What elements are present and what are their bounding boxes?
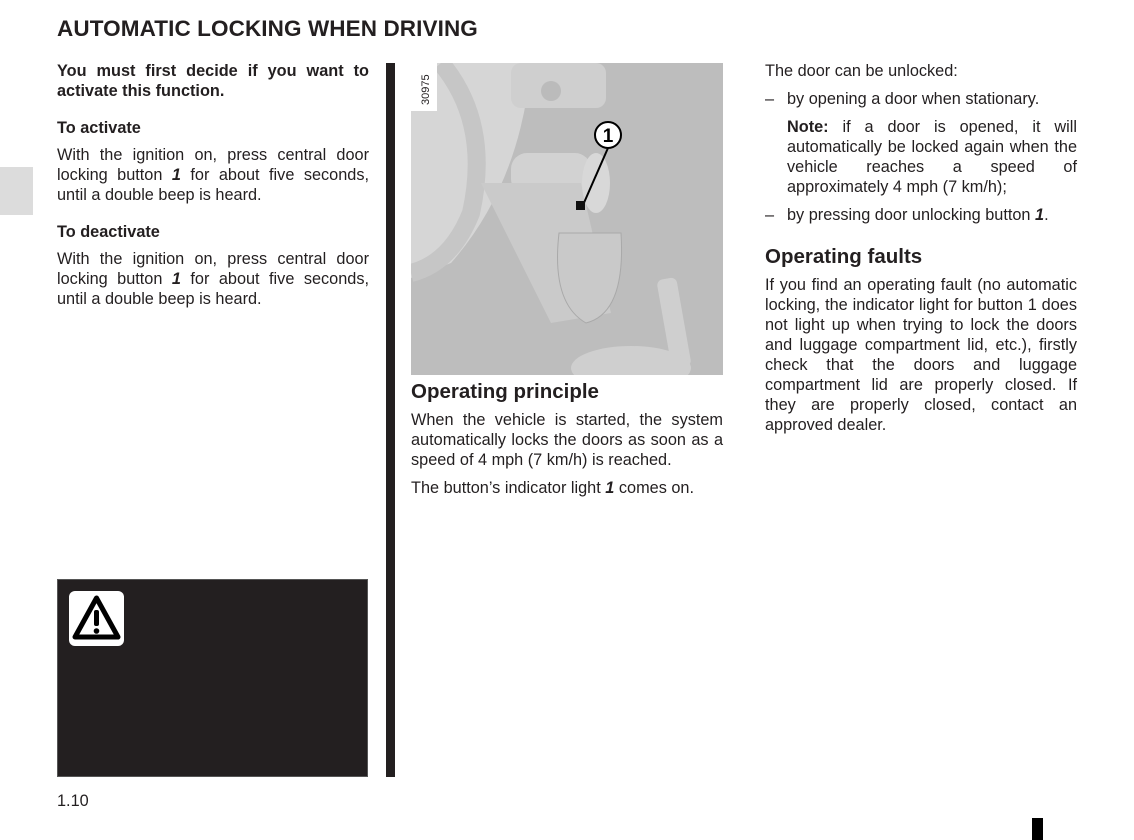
list-item <box>765 89 1077 109</box>
operating-faults-heading: Operating faults <box>765 245 923 268</box>
middle-column <box>411 380 723 506</box>
text: comes on. <box>614 479 694 497</box>
callout-label: 1 <box>602 126 614 147</box>
deactivate-text <box>57 249 369 309</box>
deactivate-heading: To deactivate <box>57 223 160 241</box>
column-divider <box>386 63 395 777</box>
left-column <box>57 61 369 317</box>
operating-principle-heading: Operating principle <box>411 380 599 403</box>
page-title: AUTOMATIC LOCKING WHEN DRIVING <box>57 16 478 41</box>
warning-icon <box>69 591 124 646</box>
dash: – <box>765 206 775 224</box>
page-edge-mark <box>1032 818 1043 840</box>
faults-text: If you find an operating fault (no automatic locking, the indicator light for button 1 does not light up when trying to lock the doors and luggage compartment lid, etc.), firstly check that the doors and luggage compartment lid are properly closed. If they are properly closed, contact an approved dealer. <box>765 276 1077 434</box>
button-ref: 1 <box>605 479 615 497</box>
note-label: Note: <box>787 118 829 136</box>
principle-text: When the vehicle is started, the system automatically locks the doors as soon as a speed of 4 mph (7 km/h) is reached. <box>411 411 723 469</box>
text: for about five seconds, until a double beep is heard. <box>57 166 369 204</box>
list-item <box>765 205 1077 225</box>
right-column <box>765 61 1077 443</box>
text: With the ignition on, press central door locking button <box>57 146 369 184</box>
button-ref: 1 <box>171 166 181 184</box>
section-tab <box>0 167 33 215</box>
text: . <box>1044 206 1049 224</box>
note <box>765 117 1077 197</box>
indicator-text <box>411 478 723 498</box>
text: With the ignition on, press central door locking button <box>57 250 369 288</box>
page-number: 1.10 <box>57 792 89 810</box>
intro-text: You must first decide if you want to activate this function. <box>57 62 369 100</box>
text: by opening a door when stationary. <box>787 90 1040 108</box>
activate-text <box>57 145 369 205</box>
unlock-intro: The door can be unlocked: <box>765 62 958 80</box>
dashboard-photo <box>411 63 723 375</box>
warning-box <box>57 579 368 777</box>
text: The button’s indicator light <box>411 479 606 497</box>
button-ref: 1 <box>171 270 181 288</box>
dash: – <box>765 90 775 108</box>
button-ref: 1 <box>1035 206 1045 224</box>
text: if a door is opened, it will automatically be locked again when the vehicle reaches a speed of approximately 4 mph (7 km/h); <box>787 118 1077 196</box>
activate-heading: To activate <box>57 119 141 137</box>
text: by pressing door unlocking button <box>787 206 1035 224</box>
figure-ref-number: 30975 <box>420 74 432 105</box>
text: for about five seconds, until a double beep is heard. <box>57 270 369 308</box>
